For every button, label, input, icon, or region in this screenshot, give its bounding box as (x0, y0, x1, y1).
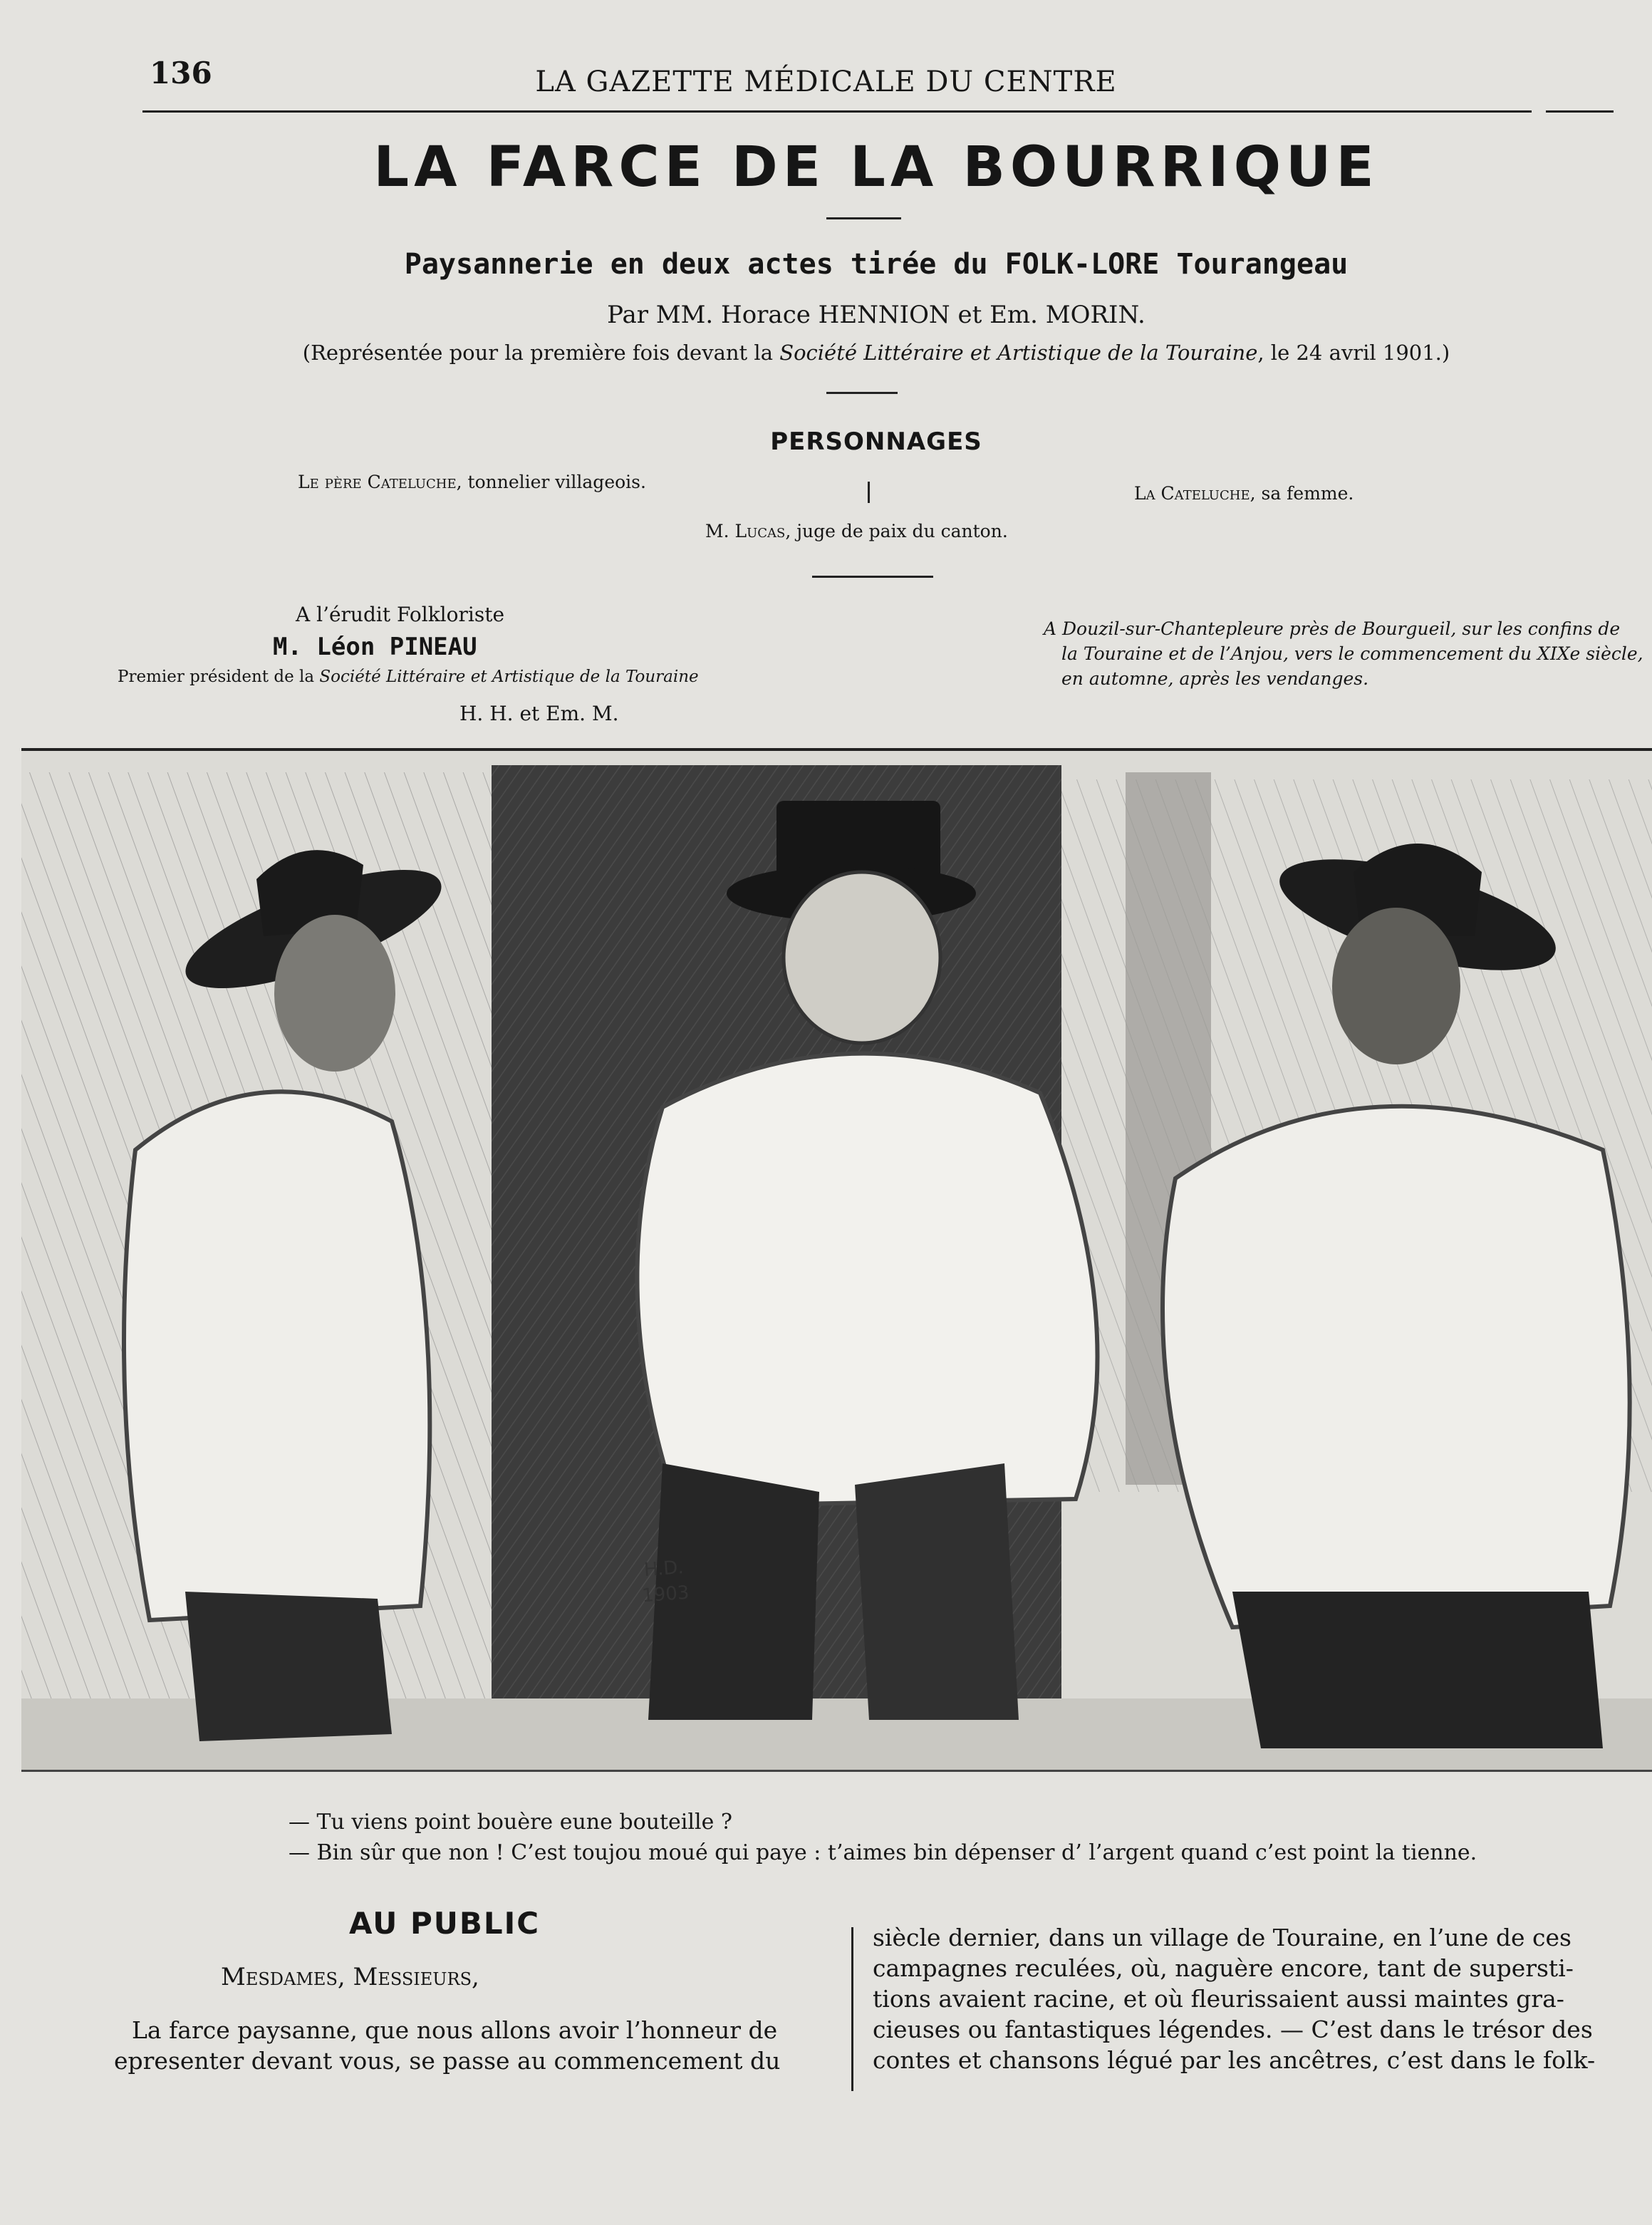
character-role: , juge de paix du canton. (785, 521, 1008, 541)
character-name: La Cateluche (1134, 483, 1250, 504)
right-col-line-3: tions avaient racine, et où fleurissaient aussi maintes gra- (873, 1985, 1564, 2013)
character-la-cateluche (1134, 483, 1354, 504)
header-rule (142, 110, 1532, 113)
dedication-line: A l’érudit Folkloriste (296, 603, 505, 626)
dedication-title-prefix: Premier président de la (118, 668, 315, 686)
au-public-salutation: Mesdames, Messieurs, (221, 1963, 479, 1991)
dedication-signature: H. H. et Em. M. (459, 702, 619, 725)
performance-note (0, 341, 1652, 365)
caption-line-2: — Bin sûr que non ! C’est toujou moué qui paye : t’aimes bin dépenser d’ l’argent quand c’est point la tienne. (289, 1840, 1477, 1865)
page-number: 136 (150, 56, 212, 90)
character-cateluche (298, 472, 646, 492)
play-authors: Par MM. Horace HENNION et Em. MORIN. (607, 301, 1146, 329)
lithograph-illustration (21, 748, 1652, 1772)
setting-line-1: A Douzil-sur-Chantepleure près de Bourgueil, sur les confins de (1044, 618, 1621, 639)
character-lucas (705, 521, 1008, 541)
right-col-line-4: cieuses ou fantastiques légendes. — C’est dans le trésor des (873, 2016, 1593, 2043)
column-rule (851, 1927, 853, 2091)
setting-line-2: la Touraine et de l’Anjou, vers le commencement du XIXe siècle, (1061, 643, 1643, 664)
performance-suffix: , le 24 avril 1901.) (1257, 341, 1450, 365)
right-col-line-5: contes et chansons légué par les ancêtres, c’est dans le folk- (873, 2046, 1596, 2074)
dedication-title (118, 668, 699, 686)
personnages-heading: PERSONNAGES (770, 427, 982, 456)
right-col-line-1: siècle dernier, dans un village de Touraine, en l’une de ces (873, 1924, 1572, 1951)
lithograph-drawing (21, 751, 1652, 1770)
character-role: , tonnelier villageois. (456, 472, 646, 492)
au-public-heading: AU PUBLIC (349, 1906, 541, 1941)
personnages-divider (812, 576, 933, 578)
signature-year: 1903 (641, 1582, 690, 1607)
performance-society: Société Littéraire et Artistique de la Touraine (779, 341, 1258, 365)
setting-line-3: en automne, après les vendanges. (1061, 668, 1369, 689)
character-separator (868, 482, 870, 503)
play-title: LA FARCE DE LA BOURRIQUE (373, 135, 1379, 199)
performance-divider (826, 392, 898, 394)
caption-line-1: — Tu viens point bouère eune bouteille ? (289, 1810, 732, 1835)
dedication-title-society: Société Littéraire et Artistique de la Touraine (319, 668, 699, 686)
play-subtitle: Paysannerie en deux actes tirée du FOLK-LORE Tourangeau (404, 248, 1349, 281)
journal-title: LA GAZETTE MÉDICALE DU CENTRE (535, 66, 1117, 98)
performance-prefix: (Représentée pour la première fois devant la (302, 341, 773, 365)
left-col-line-1: La farce paysanne, que nous allons avoir l’honneur de (132, 2016, 778, 2044)
title-divider (826, 217, 901, 219)
character-role: , sa femme. (1250, 483, 1354, 504)
character-name: Le père Cateluche (298, 472, 457, 492)
dedication-name: M. Léon PINEAU (273, 633, 477, 661)
signature-initials: H.D. (643, 1557, 685, 1581)
character-name: M. Lucas (705, 521, 786, 541)
illustration-signature (640, 1555, 690, 1609)
right-col-line-2: campagnes reculées, où, naguère encore, tant de supersti- (873, 1954, 1574, 1982)
left-col-line-2: epresenter devant vous, se passe au commencement du (114, 2047, 781, 2075)
header-rule-right (1546, 110, 1614, 113)
